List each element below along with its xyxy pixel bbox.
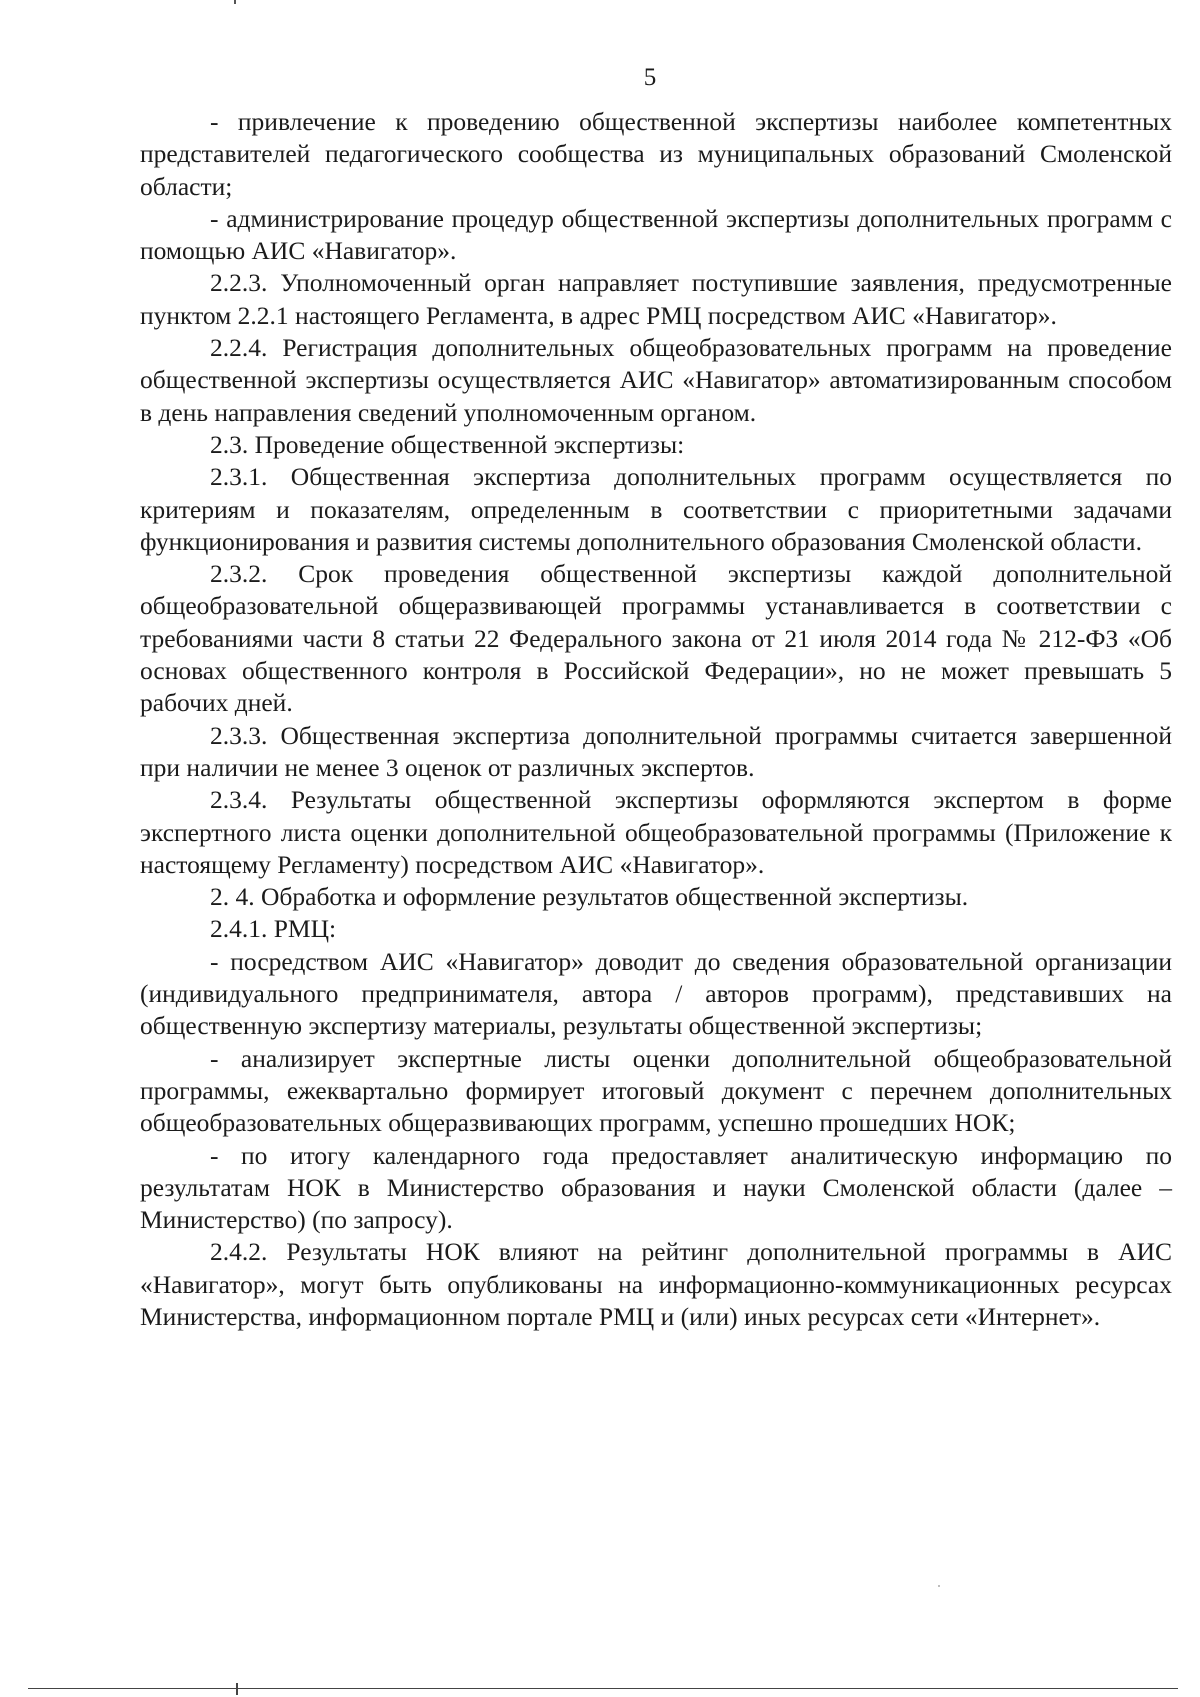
page-number: 5 [643,64,657,91]
paragraph: - анализирует экспертные листы оценки дополнительной общеобразовательной программы, ежеквартально формирует итоговый документ с перечнем дополнительных общеобразовательных общеразвивающих программ, успешно прошедших НОК; [140,1043,1172,1138]
paragraph: 2.4.1. РМЦ: [210,914,337,944]
paragraph: - администрирование процедур общественной экспертизы дополнительных программ с помощью АИС «Навигатор». [140,203,1172,266]
section-heading: 2.3. Проведение общественной экспертизы: [210,429,685,459]
paragraph: 2.3.1. Общественная экспертиза дополнительных программ осуществляется по критериям и показателям, определенным в соответствии с приоритетными задачами функционирования и развития системы дополнительного образования Смоленской области. [140,462,1172,556]
paragraph: - по итогу календарного года предоставляет аналитическую информацию по результатам НОК в Министерство образования и науки Смоленской области (далее – Министерство) (по запросу). [140,1140,1172,1235]
paragraph: 2.4.2. Результаты НОК влияют на рейтинг дополнительной программы в АИС «Навигатор», могут быть опубликованы на информационно-коммуникационных ресурсах Министерства, информационном портале РМЦ и (или) иных ресурсах сети «Интернет». [140,1237,1172,1331]
section-heading: 2. 4. Обработка и оформление результатов общественной экспертизы. [210,882,969,912]
paragraph: 2.2.3. Уполномоченный орган направляет поступившие заявления, предусмотренные пунктом 2.2.1 настоящего Регламента, в адрес РМЦ посредством АИС «Навигатор». [140,268,1172,330]
paragraph: 2.3.3. Общественная экспертиза дополнительной программы считается завершенной при наличии не менее 3 оценок от различных экспертов. [140,720,1172,782]
document-body [140,106,1172,1333]
paragraph: 2.3.2. Срок проведения общественной экспертизы каждой дополнительной общеобразовательной общеразвивающей программы устанавливается в соответствии с требованиями части 8 статьи 22 Федерального закона от 21 июля 2014 года № 212-ФЗ «Об основах общественного контроля в Российской Федерации», но не может превышать 5 рабочих дней. [140,559,1172,718]
paragraph: - посредством АИС «Навигатор» доводит до сведения образовательной организации (индивидуального предпринимателя, автора / авторов программ), представивших на общественную экспертизу материалы, результаты общественной экспертизы; [140,946,1172,1041]
bottom-rule [28,1688,1178,1689]
scan-mark [234,0,236,4]
bottom-tick [236,1683,238,1695]
scan-speck [938,1585,940,1587]
paragraph: - привлечение к проведению общественной экспертизы наиболее компетентных представителей педагогического сообщества из муниципальных образований Смоленской области; [140,107,1172,201]
paragraph: 2.3.4. Результаты общественной экспертизы оформляются экспертом в форме экспертного листа оценки дополнительной общеобразовательной программы (Приложение к настоящему Регламенту) посредством АИС «Навигатор». [140,785,1172,879]
paragraph: 2.2.4. Регистрация дополнительных общеобразовательных программ на проведение общественной экспертизы осуществляется АИС «Навигатор» автоматизированным способом в день направления сведений уполномоченным органом. [140,333,1172,427]
